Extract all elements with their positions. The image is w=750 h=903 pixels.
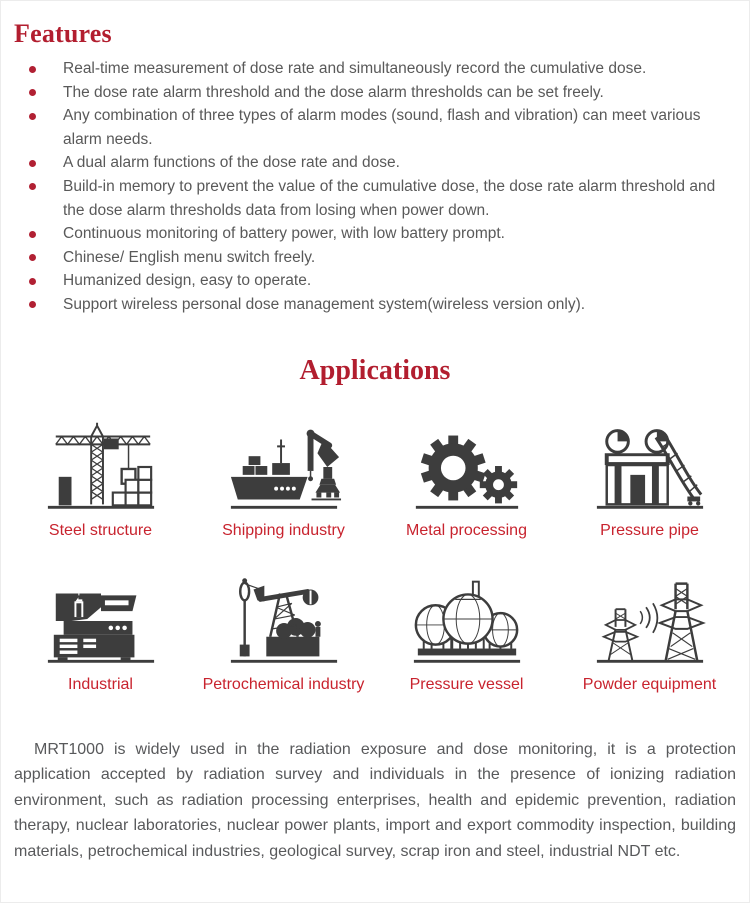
application-label: Industrial bbox=[68, 675, 133, 693]
bullet-icon bbox=[29, 89, 36, 96]
list-item bbox=[1, 151, 749, 175]
application-item bbox=[558, 565, 741, 695]
list-item bbox=[1, 293, 749, 317]
feature-text: Any combination of three types of alarm modes (sound, flash and vibration) can meet various alarm needs. bbox=[63, 107, 701, 148]
cargo-ship-crane-icon bbox=[225, 411, 343, 513]
list-item bbox=[1, 269, 749, 293]
feature-text: Support wireless personal dose management system(wireless version only). bbox=[63, 295, 586, 313]
application-label: Shipping industry bbox=[222, 521, 345, 539]
oil-pump-icon bbox=[225, 565, 343, 667]
bullet-icon bbox=[29, 66, 36, 73]
features-heading: Features bbox=[14, 19, 112, 48]
application-item bbox=[192, 565, 375, 695]
product-description: MRT1000 is widely used in the radiation exposure and dose monitoring, it is a protection application accepted by radiation survey and individuals in the presence of ionizing radiation environment, such as radiation processing enterprises, health and epidemic prevention, radiation therapy, nuclear laboratories, nuclear power plants, import and export commodity inspection, building materials, petrochemical industries, geological survey, scrap iron and steel, industrial NDT etc. bbox=[14, 740, 736, 860]
feature-list bbox=[1, 57, 749, 317]
bullet-icon bbox=[29, 278, 36, 285]
feature-text: Chinese/ English menu switch freely. bbox=[63, 248, 316, 266]
application-label: Metal processing bbox=[406, 521, 527, 539]
bullet-icon bbox=[29, 113, 36, 120]
application-label: Petrochemical industry bbox=[202, 675, 365, 693]
application-item bbox=[9, 411, 192, 541]
application-label: Steel structure bbox=[48, 521, 153, 539]
applications-grid bbox=[1, 411, 749, 695]
bullet-icon bbox=[29, 254, 36, 261]
application-item bbox=[192, 411, 375, 541]
list-item bbox=[1, 175, 749, 222]
pipe-slide-icon bbox=[591, 411, 709, 513]
gears-icon bbox=[408, 411, 526, 513]
application-label: Pressure vessel bbox=[409, 675, 524, 693]
storage-tanks-icon bbox=[408, 565, 526, 667]
application-item bbox=[375, 411, 558, 541]
applications-heading: Applications bbox=[299, 354, 451, 386]
bullet-icon bbox=[29, 160, 36, 167]
list-item bbox=[1, 81, 749, 105]
feature-text: The dose rate alarm threshold and the dose alarm thresholds can be set freely. bbox=[63, 83, 604, 101]
feature-text: Humanized design, easy to operate. bbox=[63, 272, 312, 290]
application-label: Pressure pipe bbox=[600, 521, 699, 539]
bullet-icon bbox=[29, 183, 36, 190]
feature-text: Real-time measurement of dose rate and simultaneously record the cumulative dose. bbox=[63, 60, 647, 77]
feature-text: Build-in memory to prevent the value of the cumulative dose, the dose rate alarm threshold and the dose alarm thresholds data from losing when power down. bbox=[63, 177, 716, 219]
machine-tool-icon bbox=[42, 565, 160, 667]
list-item bbox=[1, 222, 749, 246]
power-towers-icon bbox=[591, 565, 709, 667]
application-item bbox=[558, 411, 741, 541]
application-label: Powder equipment bbox=[582, 675, 717, 693]
feature-text: A dual alarm functions of the dose rate and dose. bbox=[63, 154, 400, 172]
application-item bbox=[375, 565, 558, 695]
list-item bbox=[1, 57, 749, 81]
list-item bbox=[1, 246, 749, 270]
bullet-icon bbox=[29, 301, 36, 308]
bullet-icon bbox=[29, 231, 36, 238]
application-item bbox=[9, 565, 192, 695]
tower-crane-icon bbox=[42, 411, 160, 513]
list-item bbox=[1, 104, 749, 151]
feature-text: Continuous monitoring of battery power, with low battery prompt. bbox=[63, 225, 505, 243]
